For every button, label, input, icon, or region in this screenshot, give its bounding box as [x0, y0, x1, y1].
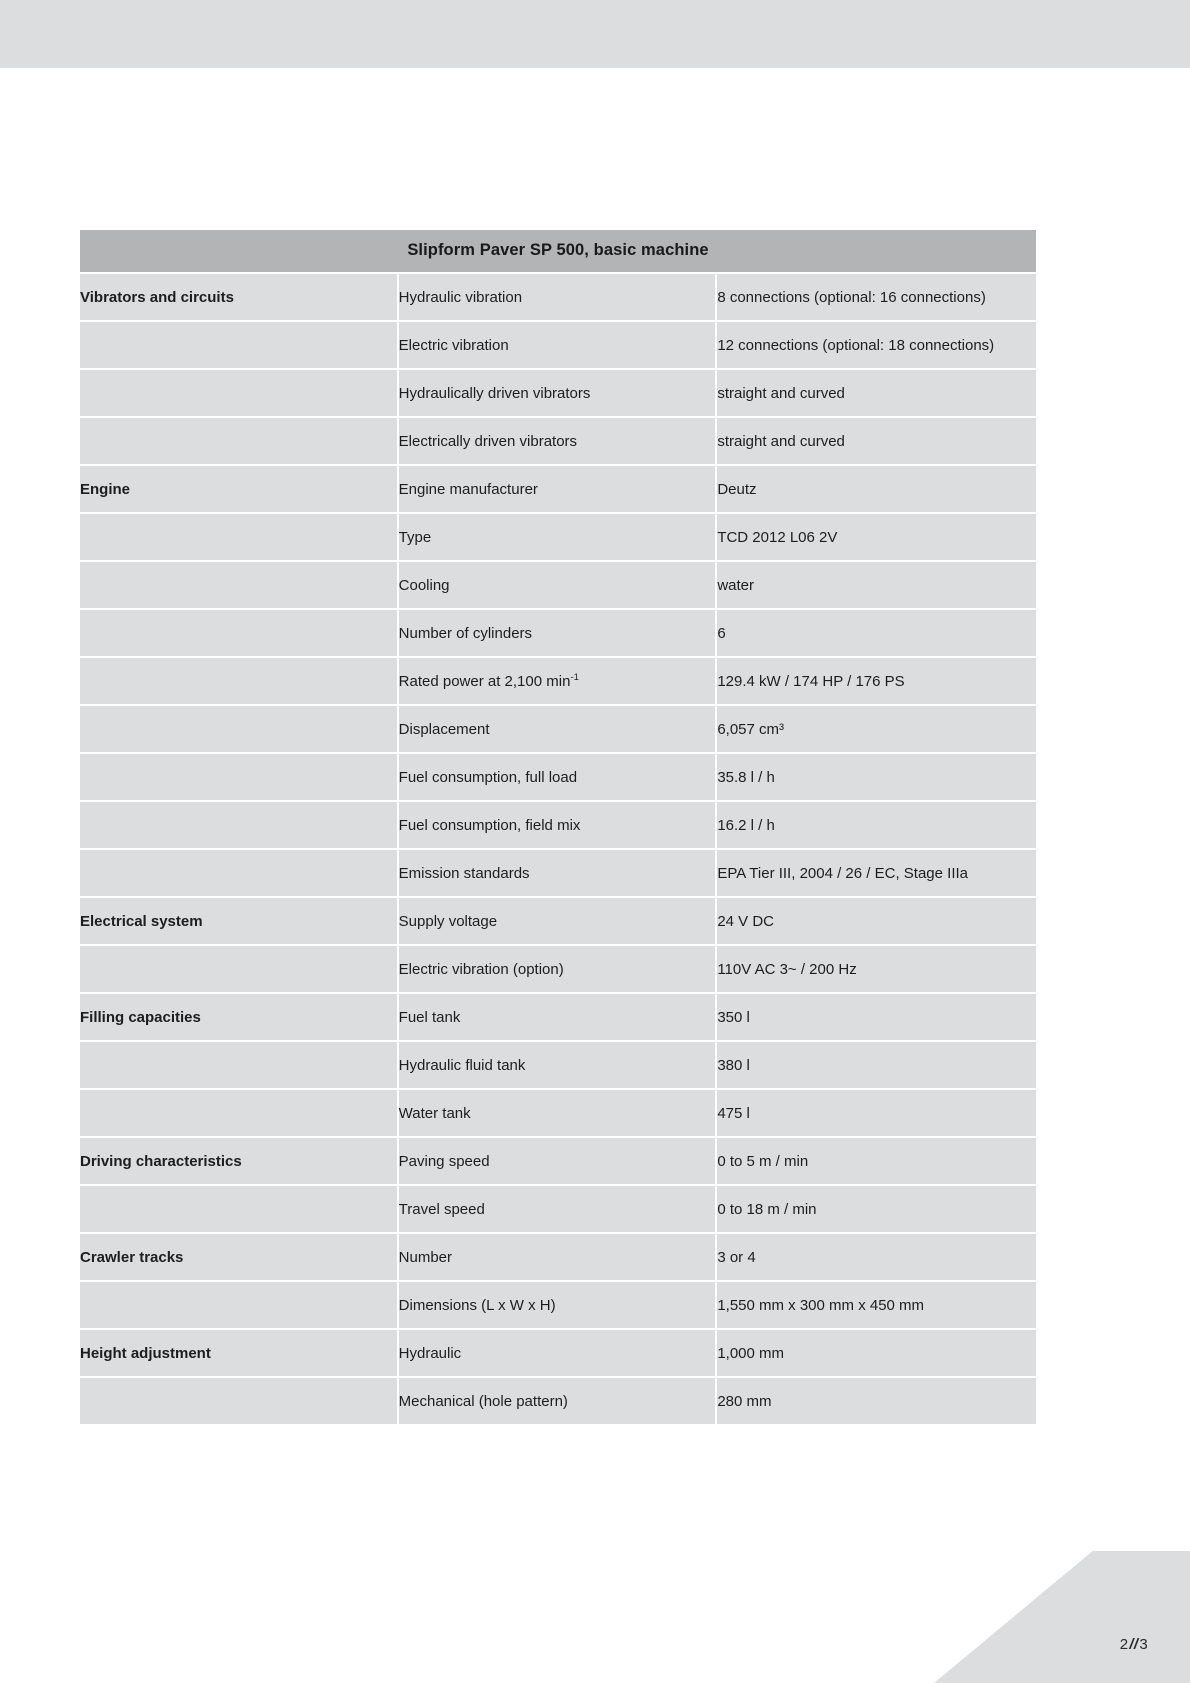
spec-name-cell: Type [399, 514, 718, 560]
table-row [80, 1138, 1036, 1184]
spec-value-cell: 6 [717, 610, 1036, 656]
table-row [80, 1330, 1036, 1376]
table-row [80, 946, 1036, 992]
spec-category-cell [80, 946, 399, 992]
spec-category-cell [80, 850, 399, 896]
spec-name-cell: Hydraulically driven vibrators [399, 370, 718, 416]
spec-category-cell [80, 1378, 399, 1424]
spec-category-cell: Vibrators and circuits [80, 274, 399, 320]
spec-category-cell: Driving characteristics [80, 1138, 399, 1184]
table-body [80, 230, 1036, 1424]
spec-name-cell: Travel speed [399, 1186, 718, 1232]
spec-value-cell: 0 to 18 m / min [717, 1186, 1036, 1232]
spec-name-cell: Displacement [399, 706, 718, 752]
spec-category-cell [80, 418, 399, 464]
spec-category-cell [80, 1186, 399, 1232]
spec-name-cell: Hydraulic vibration [399, 274, 718, 320]
spec-category-cell: Engine [80, 466, 399, 512]
spec-category-cell [80, 802, 399, 848]
spec-category-cell [80, 754, 399, 800]
spec-category-cell: Electrical system [80, 898, 399, 944]
spec-value-cell: 35.8 l / h [717, 754, 1036, 800]
spec-table-container [80, 228, 1036, 1426]
spec-name-cell: Fuel consumption, full load [399, 754, 718, 800]
spec-value-cell: TCD 2012 L06 2V [717, 514, 1036, 560]
spec-name-cell: Number [399, 1234, 718, 1280]
table-row [80, 1234, 1036, 1280]
page-number-separator: // [1129, 1636, 1139, 1653]
spec-name-cell: Fuel consumption, field mix [399, 802, 718, 848]
spec-value-cell: 6,057 cm³ [717, 706, 1036, 752]
spec-name-cell: Emission standards [399, 850, 718, 896]
spec-category-cell [80, 706, 399, 752]
spec-value-cell: Deutz [717, 466, 1036, 512]
spec-name-cell: Fuel tank [399, 994, 718, 1040]
spec-name-cell: Electrically driven vibrators [399, 418, 718, 464]
spec-name-cell: Paving speed [399, 1138, 718, 1184]
page-number-total: 3 [1139, 1636, 1148, 1653]
spec-value-cell: 110V AC 3~ / 200 Hz [717, 946, 1036, 992]
header-band [0, 0, 1190, 68]
spec-value-cell: 475 l [717, 1090, 1036, 1136]
spec-category-cell [80, 610, 399, 656]
page-number [1120, 1636, 1148, 1653]
spec-category-cell [80, 514, 399, 560]
table-row [80, 658, 1036, 704]
spec-name-cell: Hydraulic fluid tank [399, 1042, 718, 1088]
table-row [80, 370, 1036, 416]
page-number-current: 2 [1119, 1636, 1129, 1653]
spec-category-cell [80, 562, 399, 608]
table-row [80, 1186, 1036, 1232]
spec-value-cell: 16.2 l / h [717, 802, 1036, 848]
table-row [80, 706, 1036, 752]
spec-value-cell: straight and curved [717, 418, 1036, 464]
spec-category-cell [80, 658, 399, 704]
spec-value-cell: 129.4 kW / 174 HP / 176 PS [717, 658, 1036, 704]
table-row [80, 1090, 1036, 1136]
table-title-row [80, 230, 1036, 272]
spec-value-cell: EPA Tier III, 2004 / 26 / EC, Stage IIIa [717, 850, 1036, 896]
spec-value-cell: 0 to 5 m / min [717, 1138, 1036, 1184]
spec-category-cell: Filling capacities [80, 994, 399, 1040]
spec-name-cell: Engine manufacturer [399, 466, 718, 512]
spec-category-cell [80, 322, 399, 368]
spec-name-superscript: -1 [570, 672, 579, 683]
spec-value-cell: water [717, 562, 1036, 608]
spec-name-cell: Water tank [399, 1090, 718, 1136]
spec-value-cell: 12 connections (optional: 18 connections) [717, 322, 1036, 368]
spec-name-cell: Electric vibration [399, 322, 718, 368]
table-row [80, 466, 1036, 512]
spec-category-cell [80, 370, 399, 416]
table-row [80, 1378, 1036, 1424]
footer-corner-shape [934, 1551, 1190, 1683]
spec-name-cell: Cooling [399, 562, 718, 608]
table-title: Slipform Paver SP 500, basic machine [80, 230, 1036, 272]
table-row [80, 898, 1036, 944]
table-row [80, 994, 1036, 1040]
table-row [80, 274, 1036, 320]
spec-name-cell: Supply voltage [399, 898, 718, 944]
table-row [80, 850, 1036, 896]
spec-value-cell: 1,550 mm x 300 mm x 450 mm [717, 1282, 1036, 1328]
table-row [80, 1042, 1036, 1088]
spec-category-cell [80, 1282, 399, 1328]
table-row [80, 514, 1036, 560]
spec-name-cell: Mechanical (hole pattern) [399, 1378, 718, 1424]
spec-value-cell: 24 V DC [717, 898, 1036, 944]
spec-value-cell: 280 mm [717, 1378, 1036, 1424]
table-row [80, 754, 1036, 800]
spec-name-cell: Number of cylinders [399, 610, 718, 656]
spec-category-cell: Crawler tracks [80, 1234, 399, 1280]
spec-name-cell: Rated power at 2,100 $\min^{-1}$ [399, 658, 718, 704]
spec-name-cell: Electric vibration (option) [399, 946, 718, 992]
spec-value-cell: straight and curved [717, 370, 1036, 416]
table-row [80, 610, 1036, 656]
spec-category-cell [80, 1090, 399, 1136]
spec-value-cell: 350 l [717, 994, 1036, 1040]
table-row [80, 322, 1036, 368]
table-row [80, 418, 1036, 464]
spec-value-cell: 380 l [717, 1042, 1036, 1088]
spec-name-cell: Dimensions (L x W x H) [399, 1282, 718, 1328]
table-row [80, 1282, 1036, 1328]
spec-value-cell: 1,000 mm [717, 1330, 1036, 1376]
spec-value-cell: 3 or 4 [717, 1234, 1036, 1280]
specifications-table [80, 228, 1036, 1426]
table-row [80, 802, 1036, 848]
spec-name-cell: Hydraulic [399, 1330, 718, 1376]
spec-category-cell: Height adjustment [80, 1330, 399, 1376]
spec-value-cell: 8 connections (optional: 16 connections) [717, 274, 1036, 320]
table-row [80, 562, 1036, 608]
spec-category-cell [80, 1042, 399, 1088]
footer-corner [934, 1551, 1190, 1683]
